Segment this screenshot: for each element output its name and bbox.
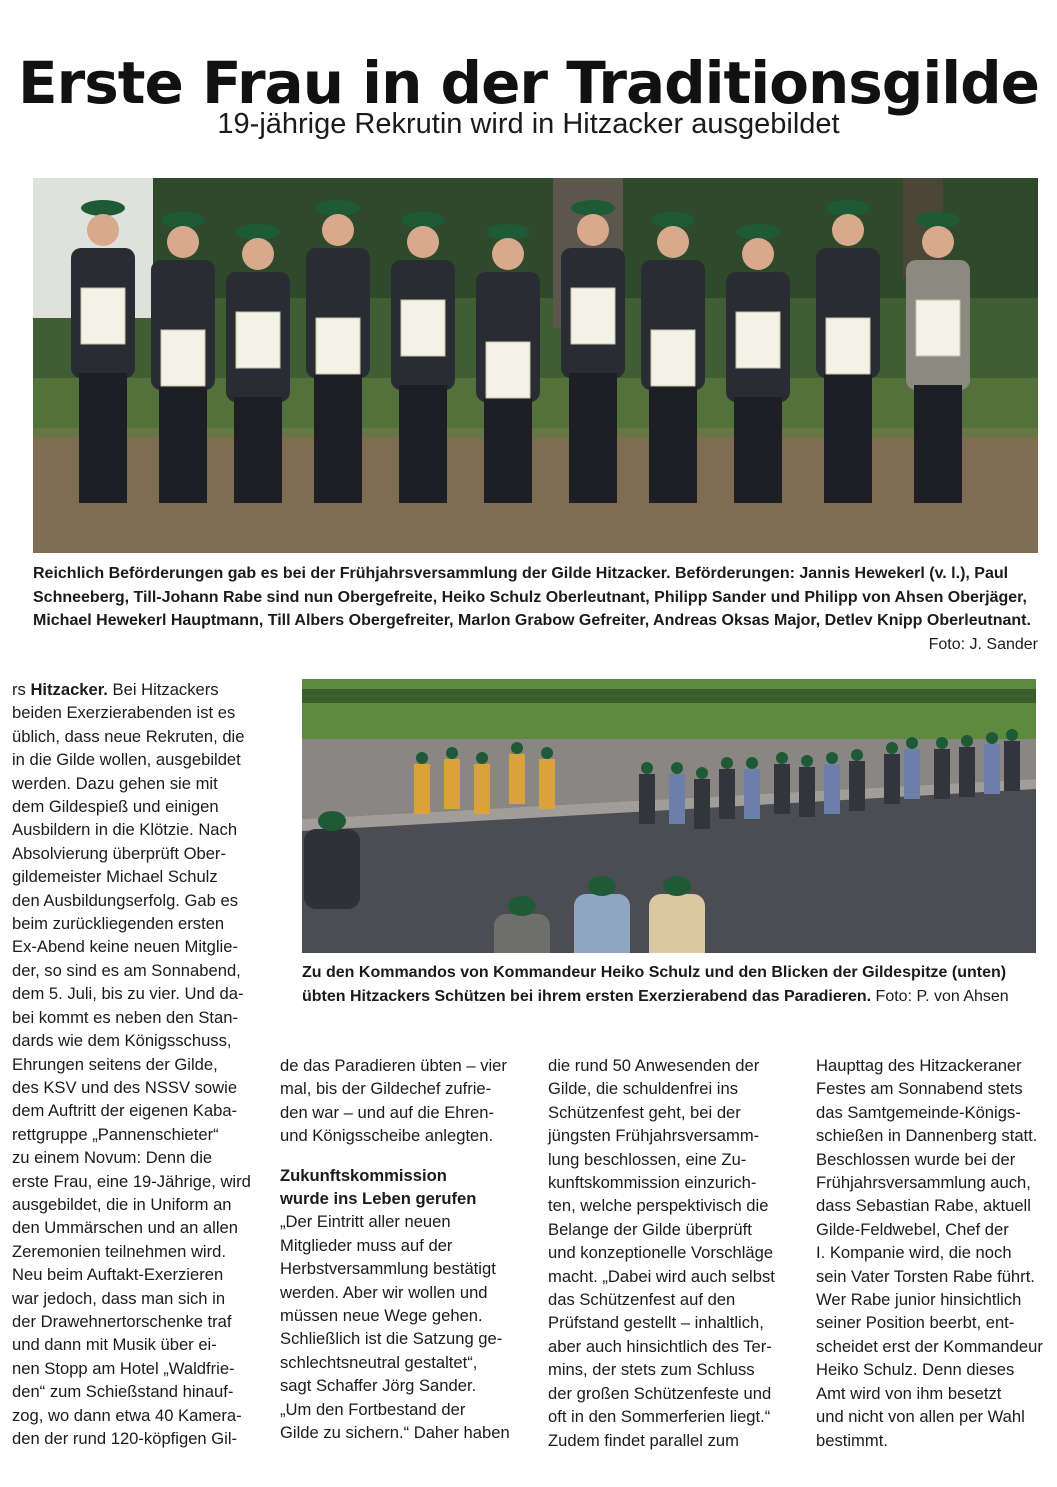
text-line: bestimmt. <box>816 1430 888 1450</box>
text-line: aber auch hinsichtlich des Ter- <box>548 1336 772 1356</box>
text-line: Herbstversammlung bestätigt <box>280 1259 496 1279</box>
text-line: oft in den Sommerferien liegt.“ <box>548 1407 771 1427</box>
text-line: Prüfstand gestellt – inhaltlich, <box>548 1313 764 1333</box>
article-column-1 <box>12 678 257 1450</box>
text-line: und konzeptionelle Vorschläge <box>548 1243 774 1263</box>
text-line: den Ausbildungserfolg. Gab es <box>12 890 239 910</box>
text-line: lung beschlossen, eine Zu- <box>548 1149 747 1169</box>
text-line: Beschlossen wurde bei der <box>816 1149 1016 1169</box>
text-line: Amt wird von ihm besetzt <box>816 1383 1002 1403</box>
text-line: Haupttag des Hitzackeraner <box>816 1056 1022 1075</box>
section-subheading <box>280 1164 525 1211</box>
text-line: der großen Schützenfeste und <box>548 1383 772 1403</box>
text-line: Gilde, die schuldenfrei ins <box>548 1079 739 1099</box>
text-line: üblich, dass neue Rekruten, die <box>12 726 245 746</box>
text-line: und nicht von allen per Wahl <box>816 1407 1025 1427</box>
photo2-caption <box>302 961 1038 1008</box>
text-line: dem Gildespieß und einigen <box>12 797 219 817</box>
text-line: jüngsten Frühjahrsversamm- <box>548 1126 760 1146</box>
text-line: beim zurückliegenden ersten <box>12 914 225 934</box>
text-line: das Samtgemeinde-Königs- <box>816 1102 1021 1122</box>
text-line: zu einem Novum: Denn die <box>12 1148 213 1168</box>
text-line: rettgruppe „Pannenschieter“ <box>12 1124 219 1144</box>
text-line: Schützenfest geht, bei der <box>548 1102 741 1122</box>
text-line: sein Vater Torsten Rabe führt. <box>816 1266 1035 1286</box>
text-line: macht. „Dabei wird auch selbst <box>548 1266 775 1286</box>
text-line: Zukunftskommission <box>280 1165 447 1185</box>
headline: Erste Frau in der Traditionsgilde <box>18 48 1039 117</box>
text-line: de das Paradieren übten – vier <box>280 1056 507 1075</box>
text-line: den der rund 120-köpfigen Gil- <box>12 1429 238 1448</box>
text-line: Frühjahrsversammlung auch, <box>816 1173 1031 1193</box>
text-line: dem Auftritt der eigenen Kaba- <box>12 1101 238 1121</box>
text-line: die rund 50 Anwesenden der <box>548 1056 760 1075</box>
text-line: dass Sebastian Rabe, aktuell <box>816 1196 1031 1216</box>
text-line: „Der Eintritt aller neuen <box>280 1212 451 1232</box>
text-line: Belange der Gilde überprüft <box>548 1219 752 1239</box>
text-line: Schließlich ist die Satzung ge- <box>280 1329 503 1349</box>
text-line: Mitglieder muss auf der <box>280 1235 453 1255</box>
text-line: mal, bis der Gildechef zufrie- <box>280 1079 492 1099</box>
article-column-4 <box>816 1054 1057 1452</box>
text-line: „Um den Fortbestand der <box>280 1399 466 1419</box>
text-line: müssen neue Wege gehen. <box>280 1306 483 1326</box>
text-line: rs Hitzacker. Bei Hitzackers <box>12 680 219 699</box>
text-line: Wer Rabe junior hinsichtlich <box>816 1290 1022 1310</box>
text-line: schießen in Dannenberg statt. <box>816 1126 1038 1146</box>
text-line: dem 5. Juli, bis zu vier. Und da- <box>12 984 244 1004</box>
text-line: werden. Dazu gehen sie mit <box>12 773 218 793</box>
photo1-caption-text: Reichlich Beförderungen gab es bei der Frühjahrsversammlung der Gilde Hitzacker. Beförderungen: Jannis Hewekerl (v. l.), Paul Schneeberg, Till-Johann Rabe sind nun Obergefreite, Heiko Schulz Oberleutnant, Philipp Sander und Philipp von Ahsen Oberjäger, Michael Hewekerl Hauptmann, Till Albers Obergefreiter, Marlon Grabow Gefreiter, Andreas Oksas Major, Detlev Knipp Oberleutnant. <box>33 565 1031 629</box>
text-line: mins, der stets zum Schluss <box>548 1360 755 1380</box>
text-line: in die Gilde wollen, ausgebildet <box>12 750 241 770</box>
text-line: den Ummärschen und an allen <box>12 1218 238 1238</box>
text-line: des KSV und des NSSV sowie <box>12 1077 238 1097</box>
text-line: nen Stopp am Hotel „Waldfrie- <box>12 1358 235 1378</box>
text-line: ausgebildet, die in Uniform an <box>12 1194 232 1214</box>
photo1-credit: Foto: J. Sander <box>928 635 1038 653</box>
photo1-caption <box>33 562 1038 656</box>
text-line: beiden Exerzierabenden ist es <box>12 703 236 723</box>
text-line: Absolvierung überprüft Ober- <box>12 843 226 863</box>
text-line: bei kommt es neben den Stan- <box>12 1007 238 1027</box>
text-line: Festes am Sonnabend stets <box>816 1079 1023 1099</box>
text-line: und dann mit Musik über ei- <box>12 1335 217 1355</box>
text-line: sagt Schaffer Jörg Sander. <box>280 1376 477 1396</box>
text-line: Zudem findet parallel zum <box>548 1430 739 1450</box>
text-line: seiner Position beerbt, ent- <box>816 1313 1015 1333</box>
text-line: kunftskommission einzurich- <box>548 1173 757 1193</box>
text-line: Ex-Abend keine neuen Mitglie- <box>12 937 238 957</box>
photo2-credit: Foto: P. von Ahsen <box>875 987 1009 1005</box>
text-line: I. Kompanie wird, die noch <box>816 1243 1012 1263</box>
text-line: wurde ins Leben gerufen <box>280 1189 477 1209</box>
parade-photo-illustration <box>302 679 1036 953</box>
text-line: zog, wo dann etwa 40 Kamera- <box>12 1405 242 1425</box>
text-line: Ehrungen seitens der Gilde, <box>12 1054 218 1074</box>
text-line: den“ zum Schießstand hinauf- <box>12 1382 234 1402</box>
text-line: Heiko Schulz. Denn dieses <box>816 1360 1015 1380</box>
parade-photo <box>302 679 1036 953</box>
text-line: werden. Aber wir wollen und <box>280 1282 488 1302</box>
group-photo <box>33 178 1038 553</box>
text-line: und Königsscheibe anlegten. <box>280 1126 494 1146</box>
text-line: der, so sind es am Sonnabend, <box>12 960 241 980</box>
group-photo-illustration <box>33 178 1038 553</box>
text-line: Zeremonien teilnehmen wird. <box>12 1241 226 1261</box>
article-column-3 <box>548 1054 793 1452</box>
text-line: das Schützenfest auf den <box>548 1290 736 1310</box>
text-line: schlechtsneutral gestaltet“, <box>280 1352 478 1372</box>
text-line: dards wie dem Königsschuss, <box>12 1031 232 1051</box>
text-line: der Drawehnertorschenke traf <box>12 1311 232 1331</box>
text-line: gildemeister Michael Schulz <box>12 867 218 887</box>
text-line: Gilde-Feldwebel, Chef der <box>816 1219 1009 1239</box>
text-line: Ausbildern in die Klötzie. Nach <box>12 820 238 840</box>
text-line: den war – und auf die Ehren- <box>280 1102 495 1122</box>
text-line: war jedoch, dass man sich in <box>12 1288 226 1308</box>
article-column-2 <box>280 1054 525 1445</box>
text-line: erste Frau, eine 19-Jährige, wird <box>12 1171 251 1191</box>
text-line: Neu beim Auftakt-Exerzieren <box>12 1265 224 1285</box>
subheadline: 19-jährige Rekrutin wird in Hitzacker ausgebildet <box>217 108 840 140</box>
text-line: ten, welche perspektivisch die <box>548 1196 769 1216</box>
text-line: scheidet erst der Kommandeur <box>816 1336 1043 1356</box>
text-line: Gilde zu sichern.“ Daher haben <box>280 1423 510 1443</box>
photo2-caption-text: Zu den Kommandos von Kommandeur Heiko Schulz und den Blicken der Gildespitze (unten) übten Hitzackers Schützen bei ihrem ersten Exerzierabend das Paradieren. <box>302 964 1007 1005</box>
